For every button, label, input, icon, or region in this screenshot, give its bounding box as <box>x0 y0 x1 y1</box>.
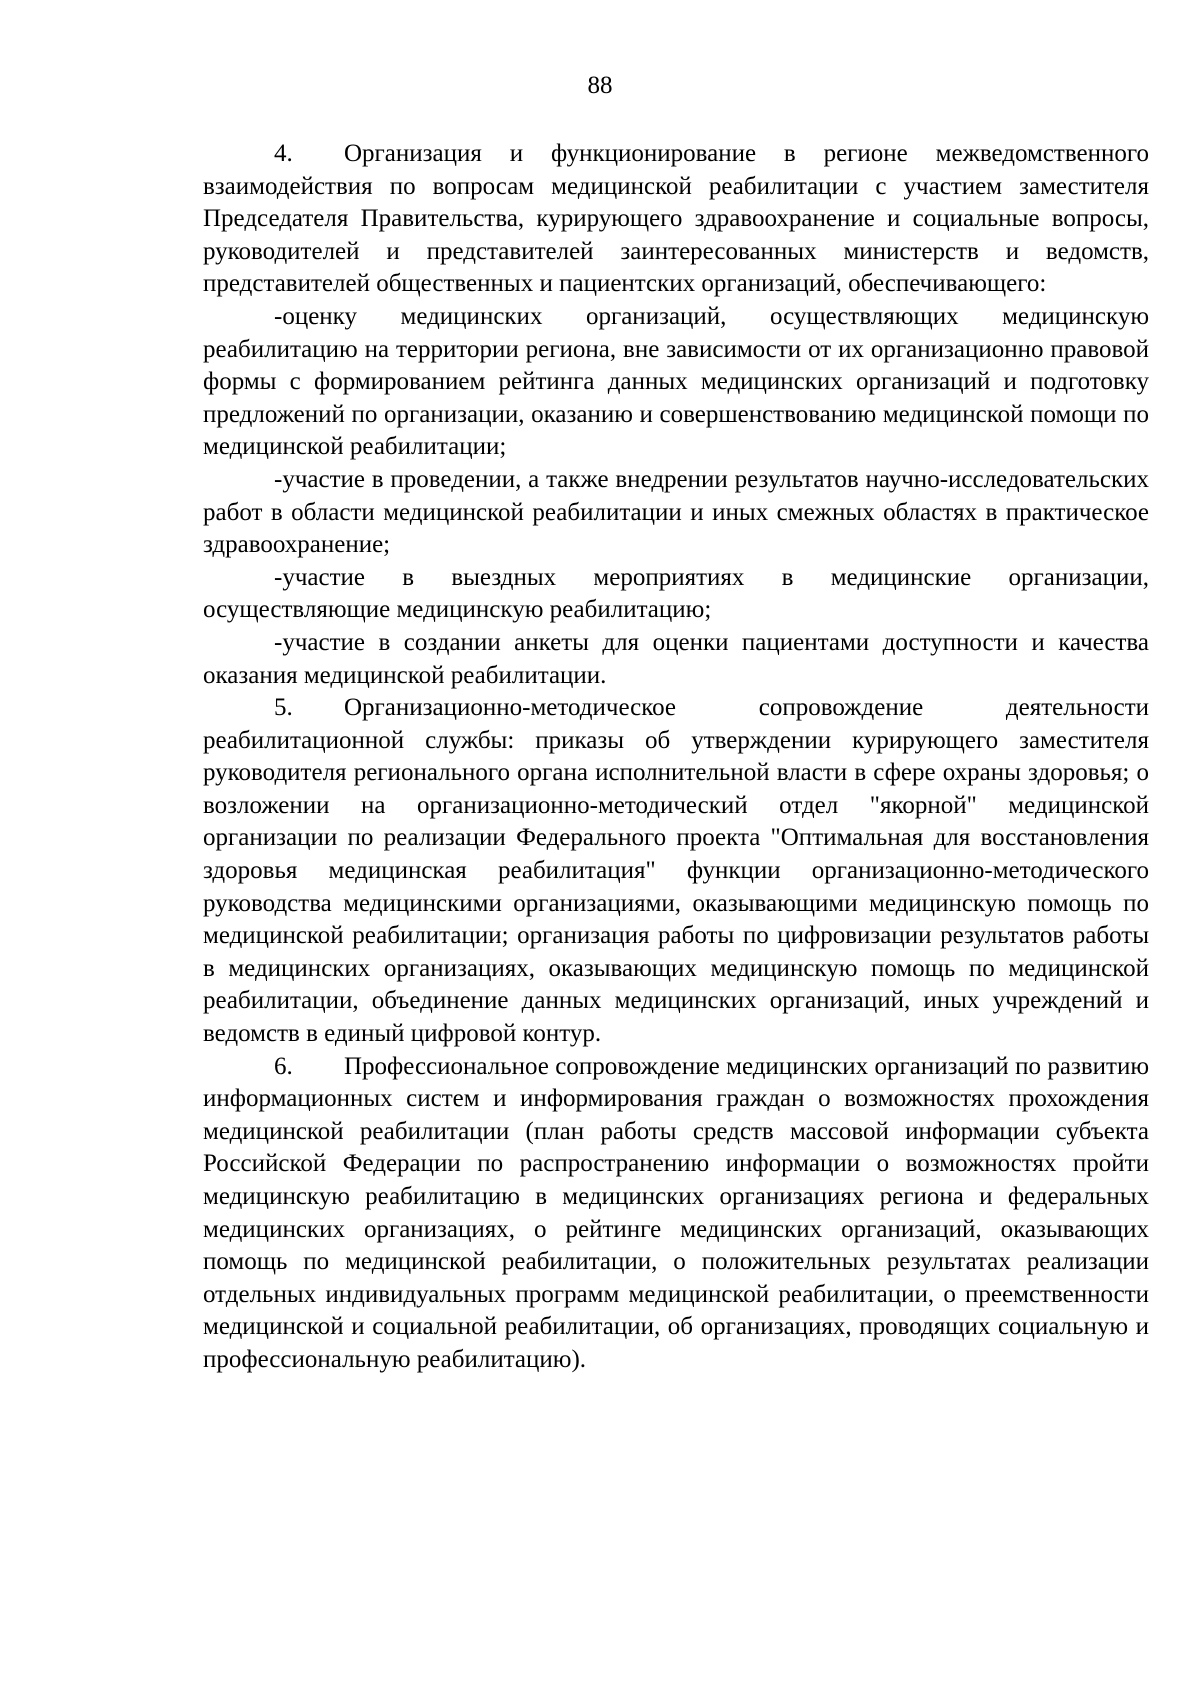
paragraph-text: -участие в проведении, а также внедрении результатов научно-исследовательских работ в области медицинской реабилитации и иных смежных областях в практическое здравоохранение; <box>203 465 1149 559</box>
paragraph-6 <box>203 1051 1149 1377</box>
paragraph-number: 4. <box>274 140 293 167</box>
list-item-field-visits <box>203 562 1149 627</box>
list-item-evaluation <box>203 301 1149 464</box>
document-body <box>203 138 1149 1377</box>
paragraph-text: -участие в создании анкеты для оценки пациентами доступности и качества оказания медицинской реабилитации. <box>203 628 1149 689</box>
paragraph-text: -оценку медицинских организаций, осуществляющих медицинскую реабилитацию на территории региона, вне зависимости от их организационно правовой формы с формированием рейтинга данных медицинских организаций и подготовку предложений по организации, оказанию и совершенствованию медицинской помощи по медицинской реабилитации; <box>203 302 1149 461</box>
paragraph-5 <box>203 692 1149 1051</box>
paragraph-number: 5. <box>274 694 293 722</box>
paragraph-text: Организационно-методическое сопровождение деятельности реабилитационной службы: приказы об утверждении курирующего заместителя руководителя регионального органа исполнительной власти в сфере охраны здоровья; о возложении на организационно-методический отдел "якорной" медицинской организации по реализации Федерального проекта "Оптимальная для восстановления здоровья медицинская реабилитация" функции организационно-методического руководства медицинскими организациями, оказывающими медицинскую помощь по медицинской реабилитации; организация работы по цифровизации результатов работы в медицинских организациях, оказывающих медицинскую помощь по медицинской реабилитации, объединение данных медицинских организаций, иных учреждений и ведомств в единый цифровой контур. <box>203 694 1149 1048</box>
paragraph-number: 6. <box>274 1052 293 1080</box>
list-item-questionnaire <box>203 627 1149 692</box>
paragraph-text: Профессиональное сопровождение медицинских организаций по развитию информационных систем и информирования граждан о возможностях прохождения медицинской реабилитации (план работы средств массовой информации субъекта Российской Федерации по распространению информации о возможностях пройти медицинскую реабилитацию в медицинских организациях региона и федеральных медицинских организациях, о рейтинге медицинских организаций, оказывающих помощь по медицинской реабилитации, о положительных результатах реализации отдельных индивидуальных программ медицинской реабилитации, о преемственности медицинской и социальной реабилитации, об организациях, проводящих социальную и профессиональную реабилитацию). <box>203 1052 1149 1373</box>
paragraph-text: Организация и функционирование в регионе межведомственного взаимодействия по вопросам медицинской реабилитации с участием заместителя Председателя Правительства, курирующего здравоохранение и социальные вопросы, руководителей и представителей заинтересованных министерств и ведомств, представителей общественных и пациентских организаций, обеспечивающего: <box>203 140 1149 298</box>
paragraph-text: -участие в выездных мероприятиях в медицинские организации, осуществляющие медицинскую реабилитацию; <box>203 563 1149 624</box>
list-item-research <box>203 464 1149 562</box>
page-number: 88 <box>587 72 613 99</box>
paragraph-4 <box>203 138 1149 301</box>
